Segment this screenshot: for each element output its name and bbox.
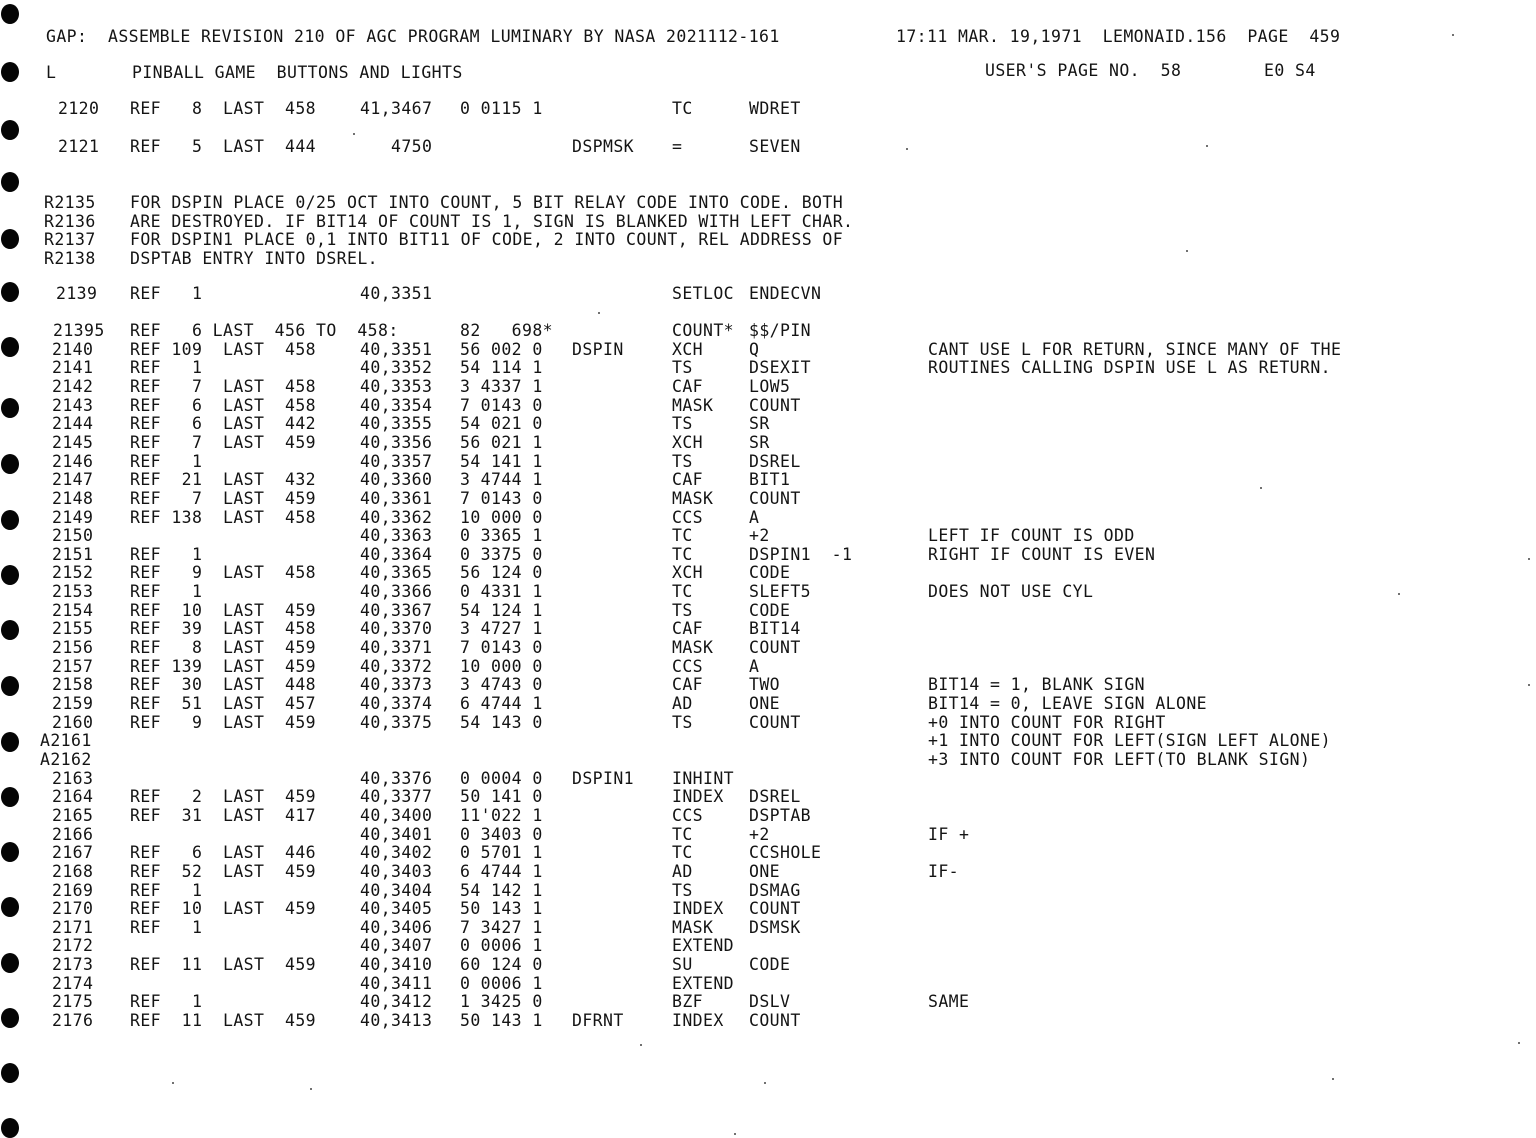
- listing-code: 56 002 0: [460, 339, 543, 359]
- listing-code: 0 0006 1: [460, 936, 543, 956]
- line-number: 2145: [52, 432, 94, 452]
- listing-code: 11'022 1: [460, 805, 543, 825]
- listing-operand: CODE: [749, 955, 791, 975]
- listing-ref: REF 8 LAST 459: [130, 638, 317, 658]
- listing-ref: REF 1: [130, 917, 203, 937]
- listing-addr: 40,3374: [360, 694, 433, 713]
- line-number: 2176: [52, 1011, 94, 1031]
- line-number: 2147: [52, 470, 94, 490]
- listing-addr: 40,3360: [360, 470, 433, 490]
- listing-op: CAF: [672, 470, 704, 490]
- listing-addr: 40,3352: [360, 358, 433, 378]
- listing-operand: COUNT: [749, 488, 801, 508]
- line-number: 21395: [53, 321, 105, 340]
- paper-speck: [640, 1044, 642, 1046]
- listing-code: 0 4331 1: [460, 582, 543, 602]
- listing-ref: REF 8 LAST 458: [130, 99, 317, 118]
- listing-operand: DSREL: [749, 787, 801, 807]
- paper-speck: [1398, 593, 1400, 595]
- listing-op: COUNT*: [672, 321, 735, 340]
- listing-code: 0 0115 1: [460, 99, 543, 118]
- listing-addr: 40,3357: [360, 451, 433, 471]
- paper-speck: [906, 148, 908, 150]
- line-number: 2168: [52, 861, 94, 881]
- listing-op: CCS: [672, 507, 704, 527]
- line-number: 2153: [52, 582, 94, 602]
- listing-ref: REF 7 LAST 459: [130, 488, 317, 508]
- listing-addr: 40,3400: [360, 805, 433, 825]
- listing-ref: REF 11 LAST 459: [130, 1011, 317, 1031]
- listing-code: 7 3427 1: [460, 917, 543, 937]
- listing-ref: REF 30 LAST 448: [130, 675, 317, 695]
- listing-op: TC: [672, 843, 693, 863]
- listing-addr: 40,3412: [360, 992, 433, 1012]
- paper-speck: [1260, 487, 1262, 489]
- listing-operand: A: [749, 507, 760, 527]
- paper-speck: [353, 133, 355, 135]
- listing-code: 10 000 0: [460, 507, 543, 527]
- listing-op: TS: [672, 358, 693, 378]
- line-number: 2155: [52, 619, 94, 639]
- listing-operand: LOW5: [749, 376, 791, 396]
- punch-hole: [1, 229, 19, 249]
- listing-op: TS: [672, 712, 693, 732]
- paper-speck: [310, 1088, 312, 1090]
- listing-op: MASK: [672, 917, 714, 937]
- listing-ref: REF 1: [130, 284, 203, 303]
- listing-ref: REF 1: [130, 992, 203, 1012]
- listing-op: TC: [672, 526, 693, 546]
- listing-op: EXTEND: [672, 973, 735, 993]
- punch-hole: [1, 337, 19, 357]
- punch-hole: [1, 897, 19, 917]
- listing-ref: REF 6 LAST 456 TO 458:: [130, 321, 399, 340]
- listing-operand: BIT14: [749, 619, 801, 639]
- paper-speck: [1528, 558, 1530, 560]
- listing-ref: REF 1: [130, 451, 203, 471]
- listing-code: 54 143 0: [460, 712, 543, 732]
- line-number: 2156: [52, 638, 94, 658]
- listing-operand: ONE: [749, 861, 781, 881]
- punch-hole: [1, 620, 19, 640]
- listing-op: MASK: [672, 395, 714, 415]
- listing-addr: 40,3413: [360, 1011, 433, 1031]
- listing-code: 6 4744 1: [460, 861, 543, 881]
- punch-hole: [1, 565, 19, 585]
- listing-ref: REF 6 LAST 442: [130, 414, 317, 434]
- listing-op: INDEX: [672, 1011, 724, 1031]
- punch-hole: [1, 1118, 19, 1138]
- listing-operand: +2: [749, 526, 770, 546]
- section-code: L: [46, 63, 57, 82]
- listing-addr: 40,3361: [360, 488, 433, 508]
- listing-code: 50 141 0: [460, 787, 543, 807]
- listing-addr: 40,3356: [360, 432, 433, 452]
- line-number: 2165: [52, 805, 94, 825]
- line-number: 2167: [52, 843, 94, 863]
- listing-addr: 40,3411: [360, 973, 433, 993]
- section-id: E0 S4: [1264, 61, 1316, 80]
- listing-addr: 40,3351: [360, 339, 433, 359]
- listing-code: 60 124 0: [460, 955, 543, 975]
- paper-speck: [1206, 145, 1208, 147]
- listing-op: TS: [672, 880, 693, 900]
- listing-op: EXTEND: [672, 936, 735, 956]
- listing-ref: REF 21 LAST 432: [130, 470, 317, 490]
- listing-code: 7 0143 0: [460, 488, 543, 508]
- listing-op: XCH: [672, 432, 704, 452]
- listing-comment: SAME: [928, 992, 970, 1012]
- listing-op: CCS: [672, 656, 704, 676]
- line-number: 2120: [58, 99, 100, 118]
- listing-code: 3 4727 1: [460, 619, 543, 639]
- listing-addr: 40,3364: [360, 544, 433, 564]
- punch-hole: [1, 4, 19, 24]
- listing-code: 54 124 1: [460, 600, 543, 620]
- listing-code: 56 124 0: [460, 563, 543, 583]
- listing-ref: REF 2 LAST 459: [130, 787, 317, 807]
- punch-hole: [1, 1063, 19, 1083]
- listing-code: 50 143 1: [460, 899, 543, 919]
- line-number: 2170: [52, 899, 94, 919]
- line-number: 2160: [52, 712, 94, 732]
- punch-hole: [1, 1008, 19, 1028]
- header-right: 17:11 MAR. 19,1971 LEMONAID.156 PAGE 459: [896, 27, 1341, 46]
- line-number: 2141: [52, 358, 94, 378]
- line-number: 2174: [52, 973, 94, 993]
- listing-operand: SEVEN: [749, 137, 801, 156]
- listing-addr: 40,3371: [360, 638, 433, 658]
- listing-comment: IF +: [928, 824, 970, 844]
- listing-ref: REF 6 LAST 458: [130, 395, 317, 415]
- listing-op: TS: [672, 451, 693, 471]
- header-left: GAP: ASSEMBLE REVISION 210 OF AGC PROGRAM LUMINARY BY NASA 2021112-161: [46, 27, 780, 46]
- punch-hole: [1, 62, 19, 82]
- listing-code: 0 3375 0: [460, 544, 543, 564]
- paper-speck: [1452, 34, 1454, 36]
- line-number: A2162: [40, 749, 92, 769]
- listing-operand: COUNT: [749, 638, 801, 658]
- listing-op: INHINT: [672, 768, 735, 788]
- line-number: 2140: [52, 339, 94, 359]
- listing-addr: 40,3406: [360, 917, 433, 937]
- remark-text: DSPTAB ENTRY INTO DSREL.: [130, 248, 379, 268]
- paper-speck: [1528, 684, 1530, 686]
- line-number: 2144: [52, 414, 94, 434]
- punch-hole: [1, 953, 19, 973]
- listing-comment: +3 INTO COUNT FOR LEFT(TO BLANK SIGN): [928, 749, 1311, 769]
- listing-addr: 40,3355: [360, 414, 433, 434]
- listing-operand: DSPTAB: [749, 805, 812, 825]
- listing-operand: CODE: [749, 600, 791, 620]
- listing-op: SU: [672, 955, 693, 975]
- users-page-number: USER'S PAGE NO. 58: [985, 61, 1182, 80]
- listing-code: 10 000 0: [460, 656, 543, 676]
- paper-speck: [172, 1082, 174, 1084]
- listing-code: 7 0143 0: [460, 638, 543, 658]
- listing-label: DSPIN: [572, 339, 624, 359]
- listing-addr: 41,3467: [360, 99, 433, 118]
- line-number: 2166: [52, 824, 94, 844]
- listing-comment: RIGHT IF COUNT IS EVEN: [928, 544, 1156, 564]
- listing-op: CAF: [672, 376, 704, 396]
- listing-op: TS: [672, 414, 693, 434]
- remark-line-number: R2135: [44, 193, 96, 212]
- listing-ref: REF 1: [130, 358, 203, 378]
- listing-op: BZF: [672, 992, 704, 1012]
- listing-ref: REF 11 LAST 459: [130, 955, 317, 975]
- listing-ref: REF 39 LAST 458: [130, 619, 317, 639]
- punch-hole: [1, 732, 19, 752]
- listing-ref: REF 109 LAST 458: [130, 339, 317, 359]
- listing-ref: REF 9 LAST 458: [130, 563, 317, 583]
- listing-addr: 40,3366: [360, 582, 433, 602]
- punch-hole: [1, 120, 19, 140]
- punch-hole: [1, 398, 19, 418]
- listing-comment: CANT USE L FOR RETURN, SINCE MANY OF THE: [928, 339, 1342, 359]
- listing-op: AD: [672, 694, 693, 713]
- listing-ref: REF 1: [130, 544, 203, 564]
- listing-operand: BIT1: [749, 470, 791, 490]
- listing-addr: 40,3407: [360, 936, 433, 956]
- listing-addr: 40,3353: [360, 376, 433, 396]
- line-number: 2173: [52, 955, 94, 975]
- listing-code: 82 698*: [460, 321, 554, 340]
- listing-addr: 40,3376: [360, 768, 433, 788]
- listing-code: 54 114 1: [460, 358, 543, 378]
- section-title: PINBALL GAME BUTTONS AND LIGHTS: [132, 63, 463, 82]
- listing-operand: $$/PIN: [749, 321, 812, 340]
- remark-text: FOR DSPIN PLACE 0/25 OCT INTO COUNT, 5 BIT RELAY CODE INTO CODE. BOTH: [130, 193, 844, 212]
- listing-comment: LEFT IF COUNT IS ODD: [928, 526, 1135, 546]
- listing-comment: +0 INTO COUNT FOR RIGHT: [928, 712, 1166, 732]
- listing-operand: DSMSK: [749, 917, 801, 937]
- listing-operand: COUNT: [749, 1011, 801, 1031]
- line-number: A2161: [40, 731, 92, 751]
- listing-operand: SR: [749, 414, 770, 434]
- listing-addr: 40,3377: [360, 787, 433, 807]
- line-number: 2171: [52, 917, 94, 937]
- line-number: 2163: [52, 768, 94, 788]
- listing-addr: 40,3404: [360, 880, 433, 900]
- line-number: 2152: [52, 563, 94, 583]
- paper-speck: [1332, 1078, 1334, 1080]
- listing-code: 7 0143 0: [460, 395, 543, 415]
- listing-operand: SR: [749, 432, 770, 452]
- line-number: 2157: [52, 656, 94, 676]
- listing-operand: COUNT: [749, 395, 801, 415]
- listing-operand: COUNT: [749, 899, 801, 919]
- listing-comment: BIT14 = 1, BLANK SIGN: [928, 675, 1146, 695]
- line-number: 2146: [52, 451, 94, 471]
- paper-speck: [1518, 1042, 1520, 1044]
- listing-label: DSPIN1: [572, 768, 635, 788]
- line-number: 2151: [52, 544, 94, 564]
- listing-op: MASK: [672, 488, 714, 508]
- listing-addr: 40,3363: [360, 526, 433, 546]
- listing-code: 54 142 1: [460, 880, 543, 900]
- listing-code: 3 4337 1: [460, 376, 543, 396]
- listing-ref: REF 52 LAST 459: [130, 861, 317, 881]
- line-number: 2142: [52, 376, 94, 396]
- listing-operand: DSEXIT: [749, 358, 812, 378]
- listing-addr: 40,3402: [360, 843, 433, 863]
- listing-op: CAF: [672, 619, 704, 639]
- listing-label: DFRNT: [572, 1011, 624, 1031]
- listing-ref: REF 10 LAST 459: [130, 899, 317, 919]
- listing-ref: REF 7 LAST 458: [130, 376, 317, 396]
- listing-addr: 40,3410: [360, 955, 433, 975]
- listing-addr: 40,3403: [360, 861, 433, 881]
- listing-op: AD: [672, 861, 693, 881]
- listing-addr: 4750: [360, 137, 433, 156]
- line-number: 2148: [52, 488, 94, 508]
- paper-speck: [598, 312, 600, 314]
- listing-op: TC: [672, 824, 693, 844]
- listing-addr: 40,3405: [360, 899, 433, 919]
- listing-op: TC: [672, 99, 693, 118]
- listing-addr: 40,3362: [360, 507, 433, 527]
- listing-addr: 40,3370: [360, 619, 433, 639]
- listing-op: SETLOC: [672, 284, 735, 303]
- listing-ref: REF 10 LAST 459: [130, 600, 317, 620]
- listing-operand: TWO: [749, 675, 781, 695]
- listing-ref: REF 6 LAST 446: [130, 843, 317, 863]
- line-number: 2121: [58, 137, 100, 156]
- punch-hole: [1, 676, 19, 696]
- punch-hole: [1, 282, 19, 302]
- listing-addr: 40,3354: [360, 395, 433, 415]
- listing-code: 6 4744 1: [460, 694, 543, 713]
- listing-operand: CCSHOLE: [749, 843, 822, 863]
- listing-op: INDEX: [672, 787, 724, 807]
- remark-line-number: R2137: [44, 230, 96, 249]
- paper-speck: [764, 1082, 766, 1084]
- listing-ref: REF 138 LAST 458: [130, 507, 317, 527]
- listing-operand: SLEFT5: [749, 582, 812, 602]
- punch-hole: [1, 787, 19, 807]
- listing-addr: 40,3367: [360, 600, 433, 620]
- listing-ref: REF 5 LAST 444: [130, 137, 317, 156]
- punch-hole: [1, 454, 19, 474]
- listing-operand: +2: [749, 824, 770, 844]
- paper-speck: [734, 1133, 736, 1135]
- listing-operand: WDRET: [749, 99, 801, 118]
- listing-operand: ENDECVN: [749, 284, 822, 303]
- listing-op: MASK: [672, 638, 714, 658]
- listing-addr: 40,3365: [360, 563, 433, 583]
- listing-comment: BIT14 = 0, LEAVE SIGN ALONE: [928, 694, 1208, 713]
- paper-speck: [1186, 250, 1188, 252]
- listing-addr: 40,3375: [360, 712, 433, 732]
- listing-operand: ONE: [749, 694, 781, 713]
- listing-code: 54 021 0: [460, 414, 543, 434]
- listing-code: 3 4744 1: [460, 470, 543, 490]
- listing-code: 0 5701 1: [460, 843, 543, 863]
- listing-code: 0 0004 0: [460, 768, 543, 788]
- listing-op: TS: [672, 600, 693, 620]
- listing-operand: DSLV: [749, 992, 791, 1012]
- listing-comment: ROUTINES CALLING DSPIN USE L AS RETURN.: [928, 358, 1332, 378]
- listing-ref: REF 31 LAST 417: [130, 805, 317, 825]
- listing-op: TC: [672, 582, 693, 602]
- listing-operand: Q: [749, 339, 760, 359]
- listing-code: 54 141 1: [460, 451, 543, 471]
- line-number: 2169: [52, 880, 94, 900]
- listing-operand: A: [749, 656, 760, 676]
- listing-code: 56 021 1: [460, 432, 543, 452]
- remark-text: ARE DESTROYED. IF BIT14 OF COUNT IS 1, SIGN IS BLANKED WITH LEFT CHAR.: [130, 211, 854, 231]
- listing-addr: 40,3372: [360, 656, 433, 676]
- listing-addr: 40,3401: [360, 824, 433, 844]
- listing-addr: 40,3373: [360, 675, 433, 695]
- remark-line-number: R2136: [44, 211, 96, 231]
- punch-hole: [1, 842, 19, 862]
- listing-comment: DOES NOT USE CYL: [928, 582, 1094, 602]
- line-number: 2175: [52, 992, 94, 1012]
- remark-line-number: R2138: [44, 248, 96, 268]
- listing-ref: REF 7 LAST 459: [130, 432, 317, 452]
- listing-ref: REF 51 LAST 457: [130, 694, 317, 713]
- listing-op: TC: [672, 544, 693, 564]
- listing-code: 1 3425 0: [460, 992, 543, 1012]
- listing-op: =: [672, 137, 683, 156]
- listing-ref: REF 139 LAST 459: [130, 656, 317, 676]
- listing-op: CCS: [672, 805, 704, 825]
- listing-operand: COUNT: [749, 712, 801, 732]
- listing-code: 0 0006 1: [460, 973, 543, 993]
- listing-ref: REF 9 LAST 459: [130, 712, 317, 732]
- listing-comment: IF-: [928, 861, 960, 881]
- listing-operand: DSMAG: [749, 880, 801, 900]
- listing-ref: REF 1: [130, 880, 203, 900]
- line-number: 2159: [52, 694, 94, 713]
- listing-operand: CODE: [749, 563, 791, 583]
- listing-code: 50 143 1: [460, 1011, 543, 1031]
- line-number: 2149: [52, 507, 94, 527]
- listing-op: INDEX: [672, 899, 724, 919]
- listing-operand: DSPIN1 -1: [749, 544, 853, 564]
- punch-hole: [1, 510, 19, 530]
- listing-operand: DSREL: [749, 451, 801, 471]
- line-number: 2139: [56, 284, 98, 303]
- remark-text: FOR DSPIN1 PLACE 0,1 INTO BIT11 OF CODE, 2 INTO COUNT, REL ADDRESS OF: [130, 230, 844, 249]
- listing-code: 3 4743 0: [460, 675, 543, 695]
- line-number: 2164: [52, 787, 94, 807]
- listing-ref: REF 1: [130, 582, 203, 602]
- line-number: 2150: [52, 526, 94, 546]
- listing-code: 0 3403 0: [460, 824, 543, 844]
- listing-op: CAF: [672, 675, 704, 695]
- listing-code: 0 3365 1: [460, 526, 543, 546]
- line-number: 2158: [52, 675, 94, 695]
- listing-op: XCH: [672, 339, 704, 359]
- listing-comment: +1 INTO COUNT FOR LEFT(SIGN LEFT ALONE): [928, 731, 1332, 751]
- listing-op: XCH: [672, 563, 704, 583]
- line-number: 2143: [52, 395, 94, 415]
- line-number: 2154: [52, 600, 94, 620]
- listing-addr: 40,3351: [360, 284, 433, 303]
- listing-label: DSPMSK: [572, 137, 635, 156]
- line-number: 2172: [52, 936, 94, 956]
- punch-hole: [1, 172, 19, 192]
